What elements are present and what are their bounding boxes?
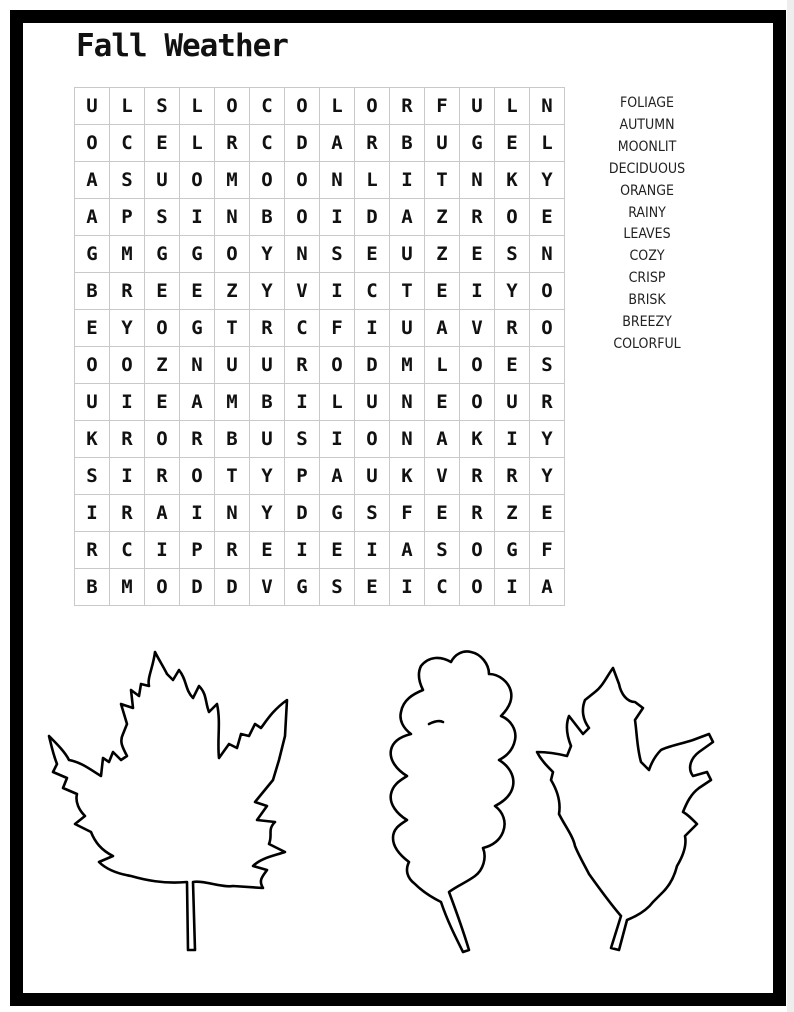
grid-cell[interactable]: I	[110, 384, 145, 421]
word-list-item: CRISP	[628, 270, 666, 287]
grid-cell[interactable]: L	[180, 88, 215, 125]
grid-cell[interactable]: R	[460, 199, 495, 236]
grid-cell[interactable]: F	[530, 532, 565, 569]
grid-cell[interactable]: C	[250, 88, 285, 125]
grid-cell[interactable]: S	[320, 569, 355, 606]
grid-cell[interactable]: N	[530, 236, 565, 273]
grid-cell[interactable]: Y	[530, 162, 565, 199]
grid-cell[interactable]: G	[180, 310, 215, 347]
grid-cell[interactable]: Y	[495, 273, 530, 310]
grid-cell[interactable]: G	[285, 569, 320, 606]
grid-cell[interactable]: A	[320, 458, 355, 495]
grid-cell[interactable]: L	[320, 88, 355, 125]
grid-cell[interactable]: E	[75, 310, 110, 347]
grid-cell[interactable]: N	[320, 162, 355, 199]
grid-cell[interactable]: O	[530, 310, 565, 347]
grid-cell[interactable]: U	[215, 347, 250, 384]
grid-cell[interactable]: E	[495, 347, 530, 384]
grid-cell[interactable]: Z	[495, 495, 530, 532]
grid-cell[interactable]: R	[215, 532, 250, 569]
grid-cell[interactable]: Y	[530, 421, 565, 458]
grid-cell[interactable]: I	[390, 162, 425, 199]
grid-cell[interactable]: A	[320, 125, 355, 162]
grid-cell[interactable]: T	[215, 458, 250, 495]
grid-cell[interactable]: O	[460, 384, 495, 421]
grid-cell[interactable]: S	[320, 236, 355, 273]
grid-cell[interactable]: A	[425, 310, 460, 347]
grid-cell[interactable]: L	[495, 88, 530, 125]
grid-cell[interactable]: R	[460, 495, 495, 532]
grid-cell[interactable]: B	[250, 199, 285, 236]
grid-cell[interactable]: N	[215, 199, 250, 236]
grid-cell[interactable]: S	[530, 347, 565, 384]
grid-cell[interactable]: O	[320, 347, 355, 384]
grid-cell[interactable]: T	[390, 273, 425, 310]
grid-cell[interactable]: R	[495, 310, 530, 347]
grid-cell[interactable]: E	[530, 495, 565, 532]
grid-cell[interactable]: B	[75, 569, 110, 606]
grid-cell[interactable]: R	[145, 458, 180, 495]
grid-cell[interactable]: S	[495, 236, 530, 273]
grid-cell[interactable]: K	[390, 458, 425, 495]
grid-cell[interactable]: E	[250, 532, 285, 569]
word-list	[600, 93, 694, 356]
grid-cell[interactable]: O	[110, 347, 145, 384]
grid-cell[interactable]: V	[285, 273, 320, 310]
grid-cell[interactable]: B	[250, 384, 285, 421]
grid-cell[interactable]: R	[75, 532, 110, 569]
grid-cell[interactable]: B	[215, 421, 250, 458]
grid-cell[interactable]: E	[425, 495, 460, 532]
grid-cell[interactable]: E	[495, 125, 530, 162]
grid-cell[interactable]: M	[215, 384, 250, 421]
grid-cell[interactable]: C	[285, 310, 320, 347]
grid-cell[interactable]: R	[110, 273, 145, 310]
grid-cell[interactable]: E	[425, 273, 460, 310]
grid-cell[interactable]: I	[390, 569, 425, 606]
grid-cell[interactable]: A	[425, 421, 460, 458]
grid-cell[interactable]: C	[110, 532, 145, 569]
grid-cell[interactable]: C	[250, 125, 285, 162]
grid-cell[interactable]: Y	[250, 458, 285, 495]
grid-cell[interactable]: U	[75, 88, 110, 125]
grid-cell[interactable]: O	[355, 421, 390, 458]
grid-cell[interactable]: O	[145, 569, 180, 606]
grid-cell[interactable]: F	[425, 88, 460, 125]
grid-cell[interactable]: I	[355, 532, 390, 569]
grid-cell[interactable]: U	[250, 347, 285, 384]
grid-cell[interactable]: I	[75, 495, 110, 532]
grid-cell[interactable]: D	[355, 347, 390, 384]
grid-cell[interactable]: I	[495, 569, 530, 606]
grid-cell[interactable]: S	[75, 458, 110, 495]
grid-cell[interactable]: C	[425, 569, 460, 606]
grid-cell[interactable]: M	[110, 236, 145, 273]
grid-cell[interactable]: Y	[250, 273, 285, 310]
grid-cell[interactable]: I	[145, 532, 180, 569]
grid-cell[interactable]: G	[180, 236, 215, 273]
grid-cell[interactable]: U	[390, 236, 425, 273]
grid-cell[interactable]: L	[355, 162, 390, 199]
grid-cell[interactable]: T	[215, 310, 250, 347]
grid-cell[interactable]: S	[145, 88, 180, 125]
grid-cell[interactable]: R	[460, 458, 495, 495]
grid-cell[interactable]: L	[180, 125, 215, 162]
grid-cell[interactable]: C	[355, 273, 390, 310]
grid-cell[interactable]: R	[355, 125, 390, 162]
grid-cell[interactable]: O	[75, 347, 110, 384]
grid-cell[interactable]: E	[355, 569, 390, 606]
leaf-coloring-illustrations	[23, 630, 760, 970]
grid-cell[interactable]: E	[460, 236, 495, 273]
grid-cell[interactable]: Y	[110, 310, 145, 347]
grid-cell[interactable]: A	[390, 199, 425, 236]
grid-cell[interactable]: O	[145, 421, 180, 458]
grid-cell[interactable]: O	[285, 88, 320, 125]
grid-cell[interactable]: V	[250, 569, 285, 606]
grid-cell[interactable]: P	[285, 458, 320, 495]
grid-cell[interactable]: V	[425, 458, 460, 495]
grid-cell[interactable]: Y	[250, 236, 285, 273]
grid-cell[interactable]: O	[215, 88, 250, 125]
grid-cell[interactable]: U	[495, 384, 530, 421]
grid-cell[interactable]: N	[285, 236, 320, 273]
grid-cell[interactable]: O	[180, 458, 215, 495]
grid-cell[interactable]: O	[180, 162, 215, 199]
grid-cell[interactable]: I	[320, 199, 355, 236]
grid-cell[interactable]: A	[180, 384, 215, 421]
grid-cell[interactable]: Z	[145, 347, 180, 384]
grid-cell[interactable]: Z	[215, 273, 250, 310]
grid-cell[interactable]: I	[320, 421, 355, 458]
grid-cell[interactable]: I	[355, 310, 390, 347]
grid-cell[interactable]: E	[320, 532, 355, 569]
grid-cell[interactable]: A	[145, 495, 180, 532]
grid-cell[interactable]: K	[495, 162, 530, 199]
word-list-item: ORANGE	[620, 182, 674, 199]
grid-cell[interactable]: O	[460, 532, 495, 569]
grid-cell[interactable]: N	[460, 162, 495, 199]
grid-cell[interactable]: N	[390, 421, 425, 458]
grid-cell[interactable]: I	[320, 273, 355, 310]
grid-cell[interactable]: G	[495, 532, 530, 569]
grid-cell[interactable]: I	[180, 495, 215, 532]
grid-cell[interactable]: R	[495, 458, 530, 495]
word-list-item: MOONLIT	[617, 138, 677, 155]
page-edge	[787, 0, 794, 1012]
grid-cell[interactable]: I	[180, 199, 215, 236]
grid-cell[interactable]: I	[495, 421, 530, 458]
grid-cell[interactable]: O	[145, 310, 180, 347]
grid-cell[interactable]: M	[110, 569, 145, 606]
grid-cell[interactable]: U	[390, 310, 425, 347]
grid-cell[interactable]: R	[215, 125, 250, 162]
word-list-item: COZY	[629, 248, 665, 265]
grid-cell[interactable]: A	[530, 569, 565, 606]
word-list-item: BRISK	[628, 292, 666, 309]
grid-cell[interactable]: P	[110, 199, 145, 236]
grid-cell[interactable]: A	[75, 199, 110, 236]
grid-cell[interactable]: Z	[425, 199, 460, 236]
grid-cell[interactable]: B	[75, 273, 110, 310]
grid-cell[interactable]: D	[355, 199, 390, 236]
grid-cell[interactable]: Y	[530, 458, 565, 495]
grid-cell[interactable]: U	[355, 458, 390, 495]
grid-cell[interactable]: O	[215, 236, 250, 273]
grid-cell[interactable]: O	[460, 569, 495, 606]
grid-cell[interactable]: R	[390, 88, 425, 125]
grid-cell[interactable]: M	[390, 347, 425, 384]
grid-cell[interactable]: M	[215, 162, 250, 199]
grid-cell[interactable]: F	[320, 310, 355, 347]
grid-cell[interactable]: G	[460, 125, 495, 162]
word-list-item: BREEZY	[622, 314, 672, 331]
grid-cell[interactable]: P	[180, 532, 215, 569]
grid-cell[interactable]: D	[180, 569, 215, 606]
grid-cell[interactable]: D	[285, 495, 320, 532]
grid-cell[interactable]: R	[180, 421, 215, 458]
grid-cell[interactable]: O	[285, 162, 320, 199]
grid-cell[interactable]: N	[180, 347, 215, 384]
page-title: Fall Weather	[76, 28, 288, 64]
grid-cell[interactable]: O	[495, 199, 530, 236]
grid-cell[interactable]: A	[75, 162, 110, 199]
grid-cell[interactable]: V	[460, 310, 495, 347]
grid-cell[interactable]: L	[530, 125, 565, 162]
word-search-grid	[74, 87, 565, 606]
grid-cell[interactable]: E	[180, 273, 215, 310]
grid-cell[interactable]: K	[460, 421, 495, 458]
grid-cell[interactable]: I	[460, 273, 495, 310]
grid-cell[interactable]: U	[460, 88, 495, 125]
grid-cell[interactable]: K	[75, 421, 110, 458]
grid-cell[interactable]: O	[460, 347, 495, 384]
grid-cell[interactable]: E	[355, 236, 390, 273]
grid-cell[interactable]: I	[110, 458, 145, 495]
grid-cell[interactable]: N	[215, 495, 250, 532]
grid-cell[interactable]: B	[390, 125, 425, 162]
grid-cell[interactable]: I	[285, 532, 320, 569]
grid-cell[interactable]: E	[145, 384, 180, 421]
grid-cell[interactable]: Y	[250, 495, 285, 532]
word-list-item: FOLIAGE	[620, 95, 674, 111]
grid-cell[interactable]: G	[75, 236, 110, 273]
grid-cell[interactable]: D	[285, 125, 320, 162]
grid-cell[interactable]: O	[250, 162, 285, 199]
grid-cell[interactable]: R	[530, 384, 565, 421]
grid-cell[interactable]: O	[285, 199, 320, 236]
maple-leaf-icon	[49, 652, 287, 950]
grid-cell[interactable]: S	[285, 421, 320, 458]
grid-cell[interactable]: R	[110, 421, 145, 458]
grid-cell[interactable]: S	[425, 532, 460, 569]
grid-cell[interactable]: N	[390, 384, 425, 421]
word-list-item: RAINY	[628, 204, 666, 221]
grid-cell[interactable]: R	[250, 310, 285, 347]
grid-cell[interactable]: U	[75, 384, 110, 421]
grid-cell[interactable]: R	[110, 495, 145, 532]
grid-cell[interactable]: G	[320, 495, 355, 532]
grid-cell[interactable]: E	[530, 199, 565, 236]
grid-cell[interactable]: O	[355, 88, 390, 125]
grid-cell[interactable]: D	[215, 569, 250, 606]
grid-cell[interactable]: C	[110, 125, 145, 162]
grid-cell[interactable]: E	[425, 384, 460, 421]
grid-cell[interactable]: U	[425, 125, 460, 162]
grid-cell[interactable]: N	[530, 88, 565, 125]
grid-cell[interactable]: R	[285, 347, 320, 384]
grid-cell[interactable]: E	[145, 273, 180, 310]
word-list-item: COLORFUL	[613, 335, 681, 352]
grid-cell[interactable]: O	[75, 125, 110, 162]
grid-cell[interactable]: G	[145, 236, 180, 273]
oak-leaf-icon	[391, 651, 516, 952]
word-list-item: LEAVES	[623, 226, 671, 243]
grid-cell[interactable]: U	[355, 384, 390, 421]
grid-cell[interactable]: F	[390, 495, 425, 532]
grid-cell[interactable]: U	[145, 162, 180, 199]
grid-cell[interactable]: L	[425, 347, 460, 384]
word-list-item: DECIDUOUS	[608, 160, 686, 177]
grid-cell[interactable]: S	[355, 495, 390, 532]
grid-cell[interactable]: A	[390, 532, 425, 569]
word-list-item: AUTUMN	[619, 116, 675, 133]
grid-cell[interactable]: I	[285, 384, 320, 421]
grid-cell[interactable]: S	[110, 162, 145, 199]
grid-cell[interactable]: E	[145, 125, 180, 162]
red-oak-leaf-icon	[537, 668, 713, 950]
grid-cell[interactable]: S	[145, 199, 180, 236]
grid-cell[interactable]: O	[530, 273, 565, 310]
grid-cell[interactable]: L	[320, 384, 355, 421]
grid-cell[interactable]: Z	[425, 236, 460, 273]
grid-cell[interactable]: T	[425, 162, 460, 199]
grid-cell[interactable]: U	[250, 421, 285, 458]
grid-cell[interactable]: L	[110, 88, 145, 125]
